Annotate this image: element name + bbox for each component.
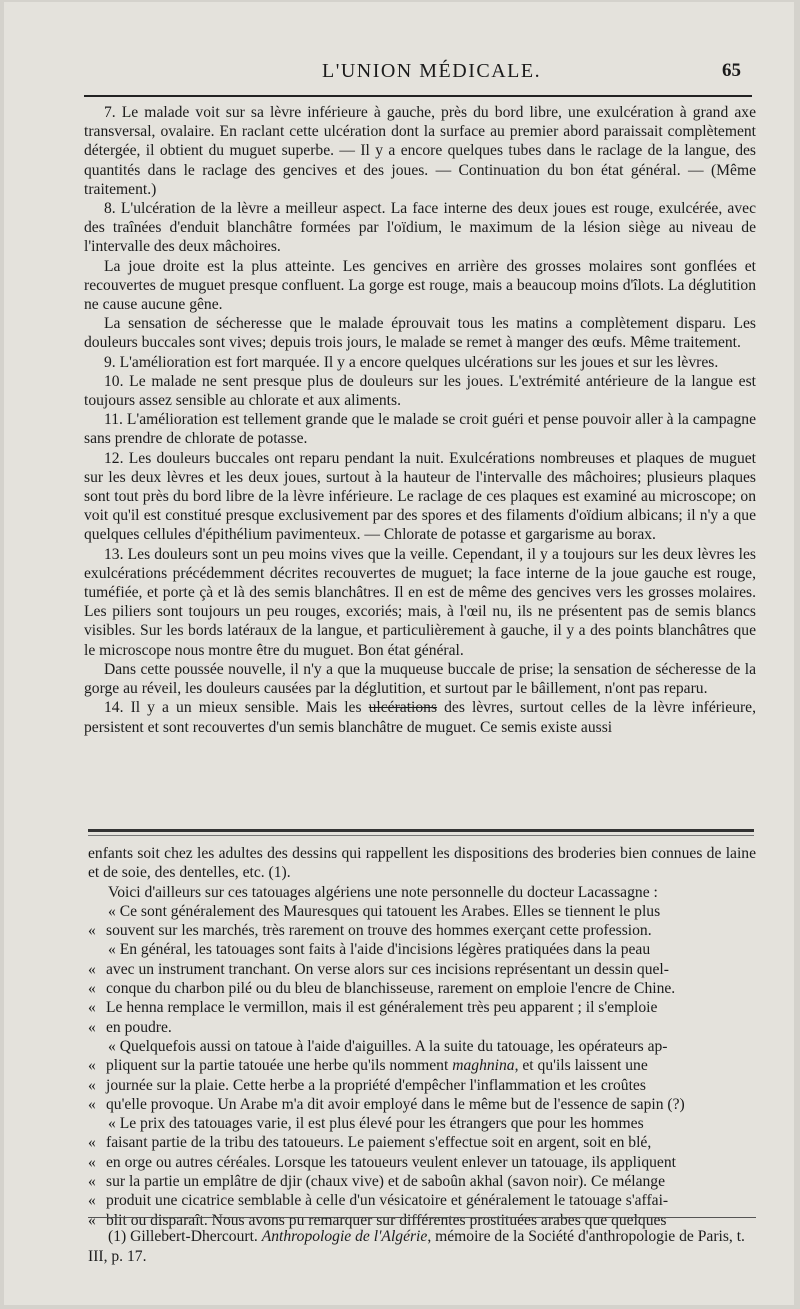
guillemet-mark: « <box>88 960 96 978</box>
quote-line: « Ce sont généralement des Mauresques qui tatouent les Arabes. Elles se tiennent le plus <box>108 902 661 920</box>
quote-line: « En général, les tatouages sont faits à l'aide d'incisions légères pratiquées dans la peau <box>108 941 651 959</box>
quote-line: « pliquent sur la partie tatouée une herbe qu'ils nomment maghnina, et qu'ils laissent une <box>88 1057 648 1075</box>
paragraph-day-9: 9. L'amélioration est fort marquée. Il y a encore quelques ulcérations sur les joues et sur les lèvres. <box>104 353 719 371</box>
guillemet-mark: « <box>88 1173 96 1191</box>
quote-line: « conque du charbon pilé ou du bleu de blanchisseuse, rarement on emploie l'encre de Chine. <box>88 980 676 998</box>
paragraph-day-8: 8. L'ulcération de la lèvre a meilleur aspect. La face interne des deux joues est rouge, exulcérée, avec des traînées d'enduit blanchâtre formées par l'oïdium, le maximum de la lésion siège au niveau de l'intervalle des deux mâchoires. <box>84 200 756 256</box>
quote-line: « Quelquefois aussi on tatoue à l'aide d'aiguilles. A la suite du tatouage, les opérateurs ap- <box>108 1037 668 1055</box>
paragraph-day-10: 10. Le malade ne sent presque plus de douleurs sur les joues. L'extrémité antérieure de la langue est toujours assez sensible au chlorate et aux aliments. <box>84 372 756 410</box>
paragraph-day-7: 7. Le malade voit sur sa lèvre inférieure à gauche, près du bord libre, une exulcération à grand axe transversal, ovalaire. En raclant cette ulcération dont la surface au premier abord paraissait complètement détergée, il obtient du muguet superbe. — Il y a encore quelques tubes dans le raclage de la langue, des quantités dans le raclage des gencives et des joues. — Continuation du bon état général. — (Même traitement.) <box>84 104 756 198</box>
struck-word: ulcérations <box>368 699 438 717</box>
footnote-rule <box>88 1217 756 1218</box>
page-number: 65 <box>722 60 741 81</box>
book-page <box>4 2 794 1305</box>
guillemet-mark: « <box>88 1192 96 1210</box>
quote-line: « Le henna remplace le vermillon, mais il est généralement très peu apparent ; il s'emploie <box>88 999 658 1017</box>
paragraph-day-13: 13. Les douleurs sont un peu moins vives que la veille. Cependant, il y a toujours sur les deux lèvres les exulcérations précédemment décrites recouvertes de muguet; la face interne de la joue gauche est rouge, tuméfiée, et porte çà et là des semis blanchâtres. Il en est de même des gencives vers les grosses molaires. Les piliers sont toujours un peu rouges, excoriés; mais, à l'œil nu, ils ne présentent pas de semis blancs visibles. Sur les bords latéraux de la langue, et particulièrement à gauche, il y a des points blanchâtres que le microscope nous montre être du muguet. Bon état général. <box>84 545 756 659</box>
day-14-text-start: 14. Il y a un mieux sensible. Mais les <box>104 699 369 717</box>
case-observation-text <box>84 103 756 737</box>
running-head <box>4 60 794 88</box>
paragraph-day-14 <box>84 698 756 736</box>
guillemet-mark: « <box>88 1018 96 1036</box>
quote-line: « blit ou disparaît. Nous avons pu remarquer sur différentes prostituées arabes que quelques <box>88 1211 667 1229</box>
section-separator-thin <box>88 835 754 836</box>
quote-line: « en poudre. <box>88 1018 172 1036</box>
guillemet-mark: « <box>88 922 96 940</box>
day-14-text-end: des lèvres, surtout celles de la lèvre inférieure, persistent et sont recouvertes d'un semis blanchâtre de muguet. Ce semis existe aussi <box>84 699 756 736</box>
guillemet-mark: « <box>88 980 96 998</box>
paragraph-dryness: La sensation de sécheresse que le malade éprouvait tous les matins a complètement disparu. Les douleurs buccales sont vives; depuis trois jours, le malade se remet à manger des œufs. Même traitement. <box>84 315 756 352</box>
guillemet-mark: « <box>88 1057 96 1075</box>
quote-line: « produit une cicatrice semblable à celle d'un vésicatoire et généralement le tatouage s'affai- <box>88 1192 669 1210</box>
guillemet-mark: « <box>88 1076 96 1094</box>
guillemet-mark: « <box>88 1211 96 1229</box>
footnote <box>88 1227 756 1267</box>
quote-line: « sur la partie un emplâtre de djir (chaux vive) et de saboûn akhal (savon noir). Ce mélange <box>88 1173 666 1191</box>
paragraph-lacassagne-intro: Voici d'ailleurs sur ces tatouages algériens une note personnelle du docteur Lacassagne : <box>108 883 658 901</box>
paragraph-embroidery: enfants soit chez les adultes des dessins qui rappellent les dispositions des broderies bien connues de laine et de soie, des dentelles, etc. (1). <box>88 845 756 882</box>
guillemet-mark: « <box>88 1153 96 1171</box>
work-title: Anthropologie de l'Algérie <box>261 1228 428 1245</box>
paragraph-new-outbreak: Dans cette poussée nouvelle, il n'y a que la muqueuse buccale de prise; la sensation de sécheresse de la gorge au réveil, les douleurs causées par la déglutition, et surtout par le bâillement, n'ont pas reparu. <box>84 660 756 698</box>
quote-line: « qu'elle provoque. Un Arabe m'a dit avoir employé dans le même but de l'essence de sapin (?) <box>88 1095 685 1113</box>
paragraph-day-12: 12. Les douleurs buccales ont reparu pendant la nuit. Exulcérations nombreuses et plaques de muguet sur les deux lèvres et les deux joues, surtout à la hauteur de l'intervalle des mâchoires; plusieurs plaques sont tout près du bord libre de la lèvre inférieure. Le raclage de ces plaques est examiné au microscope; on voit qu'il est constitué presque exclusivement par des spores et des filaments d'oïdium albicans; il n'y a que quelques cellules d'épithélium pavimenteux. — Chlorate de potasse et gargarisme au borax. <box>84 449 756 544</box>
quote-line: « souvent sur les marchés, très rarement on trouve des hommes exerçant cette profession. <box>88 922 652 940</box>
guillemet-mark: « <box>88 999 96 1017</box>
quote-line: « Le prix des tatouages varie, il est plus élevé pour les étrangers que pour les hommes <box>108 1115 644 1133</box>
tattoo-article-text <box>88 844 756 1230</box>
header-rule <box>84 95 752 97</box>
quote-line: « journée sur la plaie. Cette herbe a la propriété d'empêcher l'inflammation et les croûtes <box>88 1076 646 1094</box>
quote-line: « avec un instrument tranchant. On verse alors sur ces incisions représentant un dessin quel- <box>88 960 669 978</box>
guillemet-mark: « <box>88 1134 96 1152</box>
paragraph-right-cheek: La joue droite est la plus atteinte. Les gencives en arrière des grosses molaires sont gonflées et recouvertes de muguet presque confluent. La gorge est rouge, mais a beaucoup moins d'îlots. La déglutition ne cause aucune gêne. <box>84 257 756 314</box>
paragraph-day-11: 11. L'amélioration est tellement grande que le malade se croit guéri et pense pouvoir aller à la campagne sans prendre de chlorate de potasse. <box>84 411 756 448</box>
footnote-text: (1) Gillebert-Dhercourt. Anthropologie de l'Algérie, mémoire de la Société d'anthropologie de Paris, t. III, p. 17. <box>88 1228 745 1265</box>
quote-line: « faisant partie de la tribu des tatoueurs. Le paiement s'effectue soit en argent, soit en blé, <box>88 1134 652 1152</box>
running-title: L'UNION MÉDICALE. <box>322 60 542 82</box>
section-separator-thick <box>88 829 754 832</box>
guillemet-mark: « <box>88 1095 96 1113</box>
quote-line: « en orge ou autres céréales. Lorsque les tatoueurs veulent enlever un tatouage, ils appliquent <box>88 1153 676 1171</box>
plant-name: maghnina <box>452 1057 515 1075</box>
